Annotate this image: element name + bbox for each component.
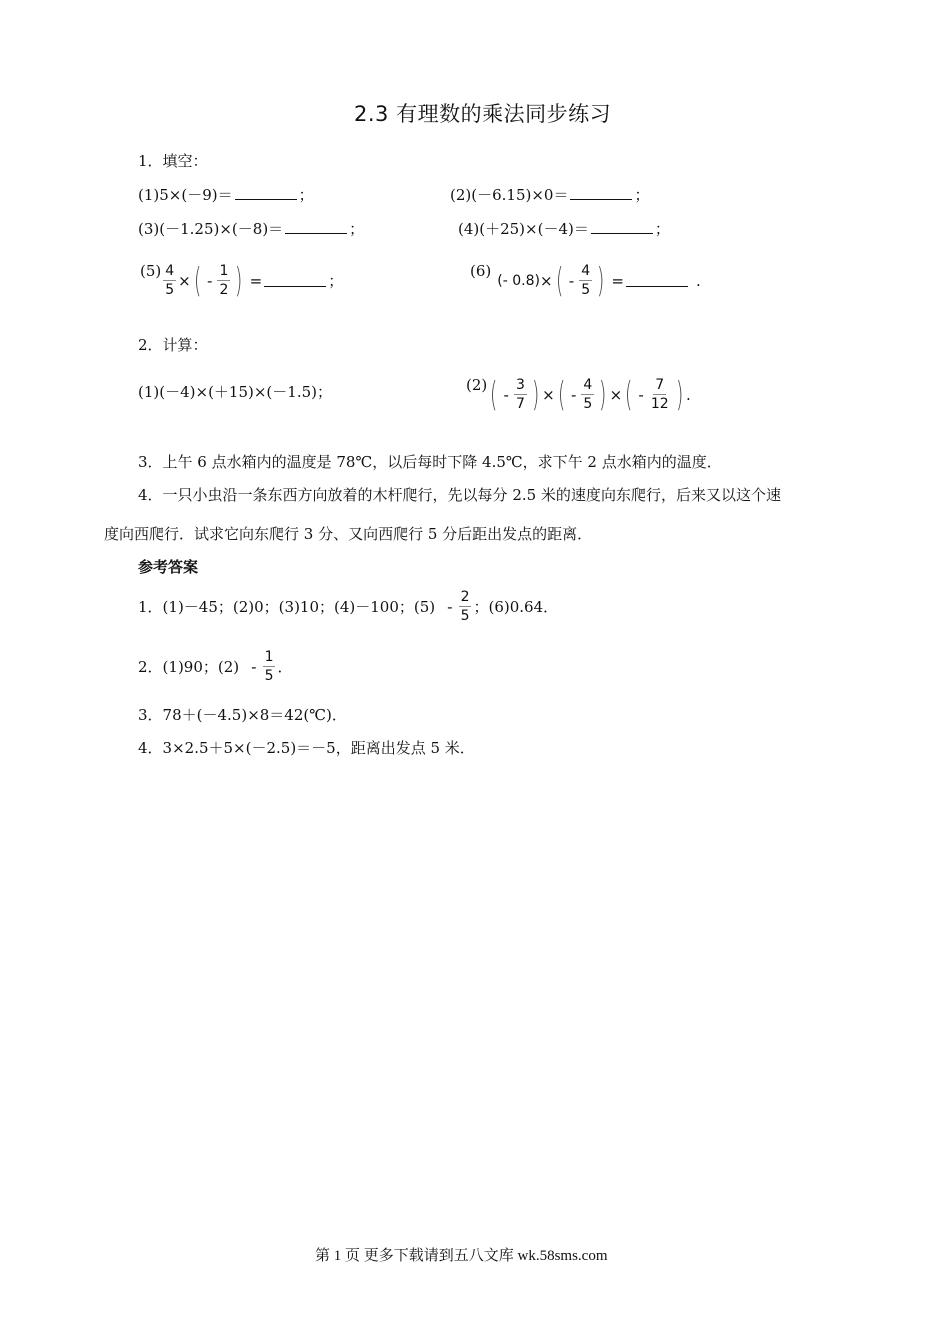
- q1-item-3-text: (3)(－1.25)×(－8)＝: [138, 220, 284, 238]
- answer-1: [138, 588, 558, 625]
- equals-sign: =: [611, 271, 624, 290]
- minus-sign: -: [503, 385, 509, 404]
- fraction: [163, 262, 176, 299]
- period: .: [685, 385, 691, 404]
- times-sign: ×: [542, 385, 555, 404]
- denominator: 5: [264, 668, 274, 684]
- fraction: [263, 648, 276, 685]
- denominator: 5: [581, 282, 591, 298]
- minus-sign: -: [207, 271, 213, 290]
- semicolon: ；: [654, 220, 670, 238]
- fraction: [649, 376, 671, 413]
- answer-blank: [235, 187, 297, 200]
- denominator: 5: [583, 396, 593, 412]
- q2-item-2: [466, 376, 691, 413]
- q1-item-5-label: (5): [140, 262, 162, 280]
- answer-blank: [285, 221, 347, 234]
- numerator: 7: [655, 377, 665, 393]
- numerator: 2: [460, 589, 470, 605]
- semicolon: ；: [328, 272, 344, 290]
- numerator: 1: [219, 263, 229, 279]
- answer-blank: [570, 187, 632, 200]
- q2-item-2-label: (2): [466, 376, 488, 394]
- q2-heading: 2．计算：: [138, 336, 208, 354]
- q1-item-2: [450, 184, 649, 205]
- minus-sign: -: [570, 385, 577, 404]
- q1-item-6-lead: (- 0.8): [497, 272, 540, 289]
- answer-1-post: ；(6)0.64．: [473, 598, 559, 616]
- left-paren: (: [193, 260, 202, 301]
- denominator: 2: [219, 282, 229, 298]
- fraction: [459, 588, 472, 625]
- answer-3: 3．78＋(－4.5)×8＝42(℃)．: [138, 706, 347, 724]
- q4-text-line-2: 度向西爬行．试求它向东爬行 3 分、又向西爬行 5 分后距出发点的距离．: [104, 525, 593, 543]
- minus-sign: -: [638, 385, 644, 404]
- semicolon: ；: [298, 186, 314, 204]
- answer-blank: [591, 221, 653, 234]
- left-paren: (: [490, 374, 498, 415]
- q1-item-1-text: (1)5×(－9)＝: [138, 186, 233, 204]
- equals-sign: =: [249, 271, 263, 290]
- numerator: 4: [165, 263, 175, 279]
- q1-item-1: [138, 184, 314, 205]
- fraction: [579, 262, 592, 299]
- answer-2-pre: 2．(1)90；(2): [138, 658, 240, 676]
- answer-1-pre: 1．(1)－45；(2)0；(3)10；(4)－100；(5): [138, 598, 436, 616]
- q2-item-1: (1)(－4)×(＋15)×(－1.5)；: [138, 383, 332, 401]
- numerator: 4: [583, 377, 593, 393]
- q1-item-6: [470, 262, 701, 299]
- page-footer: 第 1 页 更多下载请到五八文库 wk.58sms.com: [315, 1248, 608, 1264]
- fraction: [581, 376, 594, 413]
- q1-item-2-text: (2)(－6.15)×0＝: [450, 186, 569, 204]
- numerator: 3: [515, 377, 525, 393]
- times-sign: ×: [609, 385, 623, 404]
- answer-blank: [264, 274, 326, 287]
- times-sign: ×: [178, 271, 191, 290]
- q4-text-line-1: 4．一只小虫沿一条东西方向放着的木杆爬行，先以每分 2.5 米的速度向东爬行，后来又以这个速: [138, 486, 781, 504]
- numerator: 1: [264, 649, 274, 665]
- right-paren: ): [675, 374, 683, 415]
- answer-4: 4．3×2.5＋5×(－2.5)＝－5，距离出发点 5 米．: [138, 739, 475, 757]
- left-paren: (: [557, 374, 565, 415]
- left-paren: (: [625, 374, 633, 415]
- q1-item-4-text: (4)(＋25)×(－4)＝: [458, 220, 589, 238]
- answer-2-post: ．: [277, 658, 293, 676]
- times-sign: ×: [539, 271, 553, 290]
- answer-2: [138, 648, 293, 685]
- left-paren: (: [555, 260, 563, 301]
- q1-item-6-label: (6): [470, 262, 492, 280]
- denominator: 7: [515, 396, 525, 412]
- minus-sign: -: [568, 271, 575, 290]
- q3-text: 3．上午 6 点水箱内的温度是 78℃，以后每时下降 4.5℃，求下午 2 点水箱内的温度．: [138, 453, 722, 471]
- fraction: [514, 376, 527, 413]
- q1-item-4: [458, 218, 670, 239]
- minus-sign: -: [447, 597, 453, 616]
- denominator: 5: [165, 282, 175, 298]
- page-title: 2.3 有理数的乘法同步练习: [354, 102, 612, 126]
- semicolon: ；: [634, 186, 650, 204]
- denominator: 5: [460, 608, 470, 624]
- q1-item-5: [140, 262, 343, 299]
- semicolon: ；: [349, 220, 365, 238]
- period: .: [695, 271, 701, 290]
- fraction: [217, 262, 230, 299]
- right-paren: ): [599, 374, 607, 415]
- right-paren: ): [597, 260, 605, 301]
- minus-sign: -: [251, 657, 257, 676]
- answers-heading: 参考答案: [138, 558, 199, 576]
- right-paren: ): [531, 374, 540, 415]
- answer-blank: [626, 274, 688, 287]
- q1-item-3: [138, 218, 364, 239]
- denominator: 12: [650, 396, 669, 412]
- numerator: 4: [581, 263, 591, 279]
- q1-heading: 1．填空：: [138, 152, 208, 170]
- right-paren: ): [235, 260, 243, 301]
